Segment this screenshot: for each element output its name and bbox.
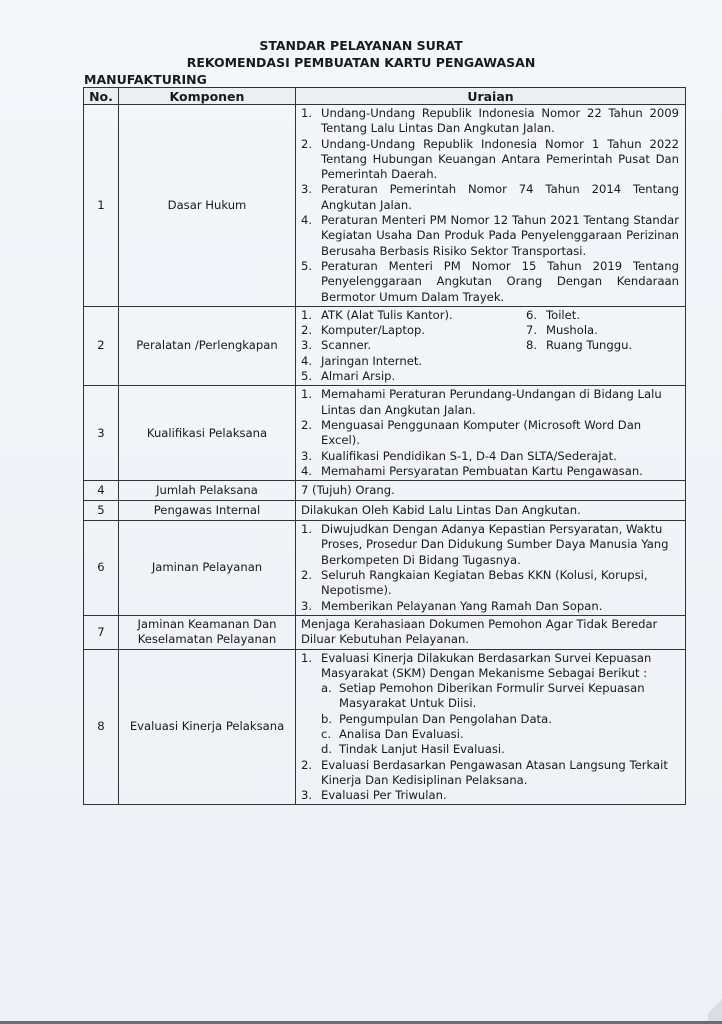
list-item bbox=[301, 418, 679, 449]
uraian-list bbox=[301, 758, 679, 804]
item-text: Kualifikasi Pendidikan S-1, D-4 Dan SLTA/Sederajat. bbox=[321, 448, 617, 463]
row-komponen: Peralatan /Perlengkapan bbox=[119, 306, 296, 385]
item-number: 4. bbox=[301, 463, 313, 478]
uraian-list bbox=[301, 106, 679, 305]
list-item bbox=[301, 369, 526, 384]
item-number: 7. bbox=[526, 323, 538, 338]
column-header-no: No. bbox=[84, 88, 119, 105]
sub-list-item bbox=[321, 712, 679, 727]
item-text: Memberikan Pelayanan Yang Ramah Dan Sopan. bbox=[321, 598, 603, 613]
row-number: 3 bbox=[84, 386, 119, 481]
list-item bbox=[301, 106, 679, 137]
item-number: 3. bbox=[301, 338, 313, 353]
list-item bbox=[301, 758, 679, 789]
item-number: 4. bbox=[301, 353, 313, 368]
sub-list-item bbox=[321, 681, 679, 712]
list-item bbox=[301, 464, 679, 479]
row-komponen: Jaminan Keamanan Dan Keselamatan Pelayanan bbox=[119, 615, 296, 649]
section-label: MANUFAKTURING bbox=[84, 72, 207, 87]
item-text: Peraturan Menteri PM Nomor 15 Tahun 2019 Tentang Penyelenggaraan Angkutan Orang Dengan Kendaraan Bermotor Umum Dalam Trayek. bbox=[321, 258, 679, 304]
item-text: Evaluasi Per Triwulan. bbox=[321, 788, 447, 803]
item-text: Undang-Undang Republik Indonesia Nomor 22 Tahun 2009 Tentang Lalu Lintas Dan Angkutan Jalan. bbox=[321, 106, 679, 136]
list-item bbox=[301, 213, 679, 259]
item-text: Peraturan Menteri PM Nomor 12 Tahun 2021 Tentang Standar Kegiatan Usaha Dan Produk Pada Penyelenggaraan Perizinan Berusaha Berbasis Risiko Sektor Transportasi. bbox=[321, 213, 679, 258]
equipment-list-left bbox=[301, 308, 526, 384]
row-komponen: Jumlah Pelaksana bbox=[119, 481, 296, 501]
table-row bbox=[84, 521, 686, 616]
table-row bbox=[84, 615, 686, 649]
item-text: Komputer/Laptop. bbox=[321, 323, 426, 338]
item-number: 4. bbox=[301, 213, 313, 228]
item-number: 5. bbox=[301, 369, 313, 384]
item-text: Mushola. bbox=[546, 323, 598, 338]
item-number: 5. bbox=[301, 258, 313, 273]
item-text: Menguasai Penggunaan Komputer (Microsoft Word Dan Excel). bbox=[321, 417, 642, 448]
row-number: 8 bbox=[84, 649, 119, 805]
item-text: Pengumpulan Dan Pengolahan Data. bbox=[339, 711, 552, 726]
item-text: Memahami Persyaratan Pembuatan Kartu Pengawasan. bbox=[321, 463, 643, 478]
row-uraian bbox=[296, 386, 686, 481]
list-item bbox=[301, 522, 679, 568]
item-number: 1. bbox=[301, 106, 313, 120]
item-number: 8. bbox=[526, 338, 538, 353]
item-number: 2. bbox=[301, 417, 313, 432]
row-komponen: Evaluasi Kinerja Pelaksana bbox=[119, 649, 296, 805]
row-uraian: 7 (Tujuh) Orang. bbox=[296, 481, 686, 501]
item-number: 1. bbox=[301, 522, 313, 537]
table-row bbox=[84, 386, 686, 481]
item-number: 6. bbox=[526, 307, 538, 322]
item-text: Jaringan Internet. bbox=[321, 353, 423, 368]
uraian-list bbox=[301, 522, 679, 614]
list-item bbox=[526, 308, 679, 323]
row-number: 1 bbox=[84, 105, 119, 307]
uraian-list bbox=[301, 651, 679, 682]
item-text: Peraturan Pemerintah Nomor 74 Tahun 2014 Tentang Angkutan Jalan. bbox=[321, 182, 679, 212]
item-text: Memahami Peraturan Perundang-Undangan di Bidang Lalu Lintas dan Angkutan Jalan. bbox=[321, 387, 662, 417]
item-number: 3. bbox=[301, 788, 313, 803]
table-row bbox=[84, 501, 686, 521]
sub-list-item bbox=[321, 742, 679, 757]
table-row bbox=[84, 649, 686, 805]
uraian-list bbox=[301, 387, 679, 479]
item-text: Almari Arsip. bbox=[321, 369, 396, 384]
row-number: 4 bbox=[84, 481, 119, 501]
item-text: Evaluasi Kinerja Dilakukan Berdasarkan Survei Kepuasan Masyarakat (SKM) Dengan Mekanisme Sebagai Berikut : bbox=[321, 650, 652, 680]
list-item bbox=[301, 651, 679, 682]
row-uraian bbox=[296, 649, 686, 805]
item-number: 1. bbox=[301, 307, 313, 322]
item-letter: a. bbox=[321, 681, 332, 696]
item-number: 1. bbox=[301, 650, 313, 665]
list-item bbox=[301, 338, 526, 353]
item-number: 3. bbox=[301, 598, 313, 613]
list-item bbox=[301, 137, 679, 183]
item-text: Undang-Undang Republik Indonesia Nomor 1 Tahun 2022 Tentang Hubungan Keuangan Antara Pemerintah Pusat Dan Pemerintah Daerah. bbox=[321, 136, 679, 182]
list-item bbox=[301, 308, 526, 323]
item-number: 2. bbox=[301, 323, 313, 338]
item-number: 2. bbox=[301, 136, 313, 151]
table-header-row bbox=[84, 88, 686, 105]
item-text: Evaluasi Berdasarkan Pengawasan Atasan Langsung Terkait Kinerja Dan Kedisiplinan Pelaksana. bbox=[321, 757, 668, 787]
row-number: 6 bbox=[84, 521, 119, 616]
item-letter: d. bbox=[321, 742, 333, 757]
item-text: Ruang Tunggu. bbox=[546, 338, 633, 353]
table-row bbox=[84, 306, 686, 385]
row-number: 2 bbox=[84, 306, 119, 385]
column-header-uraian: Uraian bbox=[296, 88, 686, 105]
service-standard-table bbox=[83, 87, 686, 805]
document-title: STANDAR PELAYANAN SURAT bbox=[259, 38, 463, 53]
list-item bbox=[301, 354, 526, 369]
list-item bbox=[301, 323, 526, 338]
list-item bbox=[301, 449, 679, 464]
item-letter: b. bbox=[321, 711, 333, 726]
list-item bbox=[301, 182, 679, 213]
table-row bbox=[84, 105, 686, 307]
row-uraian: Menjaga Kerahasiaan Dokumen Pemohon Agar Tidak Beredar Diluar Kebutuhan Pelayanan. bbox=[296, 615, 686, 649]
table-row bbox=[84, 481, 686, 501]
row-uraian: Dilakukan Oleh Kabid Lalu Lintas Dan Angkutan. bbox=[296, 501, 686, 521]
list-item bbox=[301, 259, 679, 305]
item-letter: c. bbox=[321, 726, 332, 741]
item-text: Seluruh Rangkaian Kegiatan Bebas KKN (Kolusi, Korupsi, Nepotisme). bbox=[321, 568, 648, 598]
row-number: 7 bbox=[84, 615, 119, 649]
row-komponen: Dasar Hukum bbox=[119, 105, 296, 307]
equipment-columns bbox=[301, 308, 679, 384]
list-item bbox=[301, 568, 679, 599]
item-number: 1. bbox=[301, 387, 313, 402]
sub-list bbox=[321, 681, 679, 757]
list-item bbox=[526, 323, 679, 338]
item-number: 2. bbox=[301, 568, 313, 583]
item-text: ATK (Alat Tulis Kantor). bbox=[321, 307, 453, 322]
column-header-komponen: Komponen bbox=[119, 88, 296, 105]
list-item bbox=[526, 338, 679, 353]
item-number: 2. bbox=[301, 757, 313, 772]
list-item bbox=[301, 387, 679, 418]
row-uraian bbox=[296, 521, 686, 616]
list-item bbox=[301, 599, 679, 614]
equipment-list-right bbox=[526, 308, 679, 384]
row-komponen: Kualifikasi Pelaksana bbox=[119, 386, 296, 481]
item-text: Scanner. bbox=[321, 338, 372, 353]
list-item bbox=[301, 788, 679, 803]
row-uraian bbox=[296, 306, 686, 385]
item-text: Analisa Dan Evaluasi. bbox=[339, 726, 464, 741]
sub-list-item bbox=[321, 727, 679, 742]
item-number: 3. bbox=[301, 182, 313, 197]
row-number: 5 bbox=[84, 501, 119, 521]
row-uraian bbox=[296, 105, 686, 307]
document-subtitle: REKOMENDASI PEMBUATAN KARTU PENGAWASAN bbox=[186, 55, 536, 70]
item-text: Diwujudkan Dengan Adanya Kepastian Persyaratan, Waktu Proses, Prosedur Dan Didukung Sumber Daya Manusia Yang Berkompeten Di Bidang Tugasnya. bbox=[321, 522, 669, 567]
item-number: 3. bbox=[301, 448, 313, 463]
item-text: Setiap Pemohon Diberikan Formulir Survei Kepuasan Masyarakat Untuk Diisi. bbox=[339, 681, 645, 711]
row-komponen: Pengawas Internal bbox=[119, 501, 296, 521]
item-text: Toilet. bbox=[546, 307, 581, 322]
row-komponen: Jaminan Pelayanan bbox=[119, 521, 296, 616]
item-text: Tindak Lanjut Hasil Evaluasi. bbox=[339, 742, 505, 757]
page-corner-fold bbox=[708, 988, 722, 1024]
